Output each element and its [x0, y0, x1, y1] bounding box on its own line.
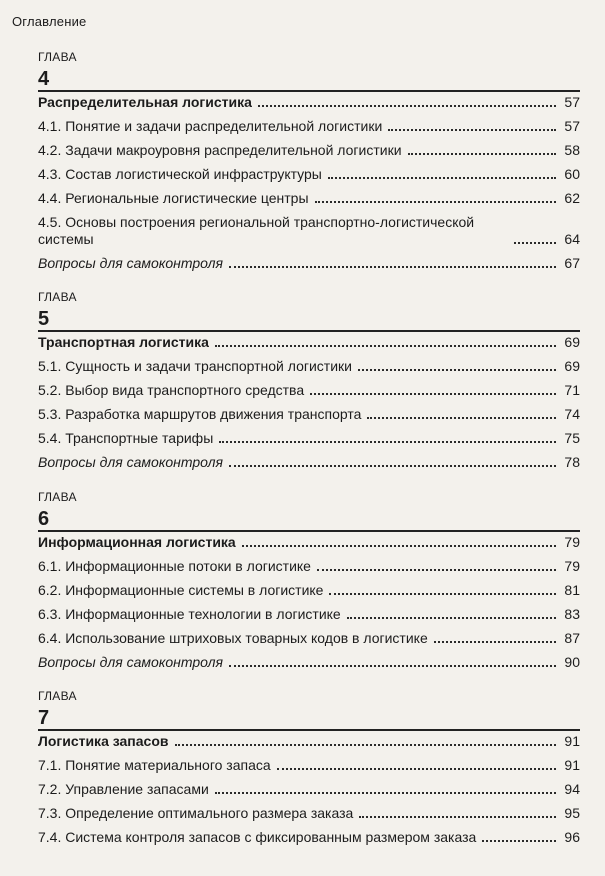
entry-page: 74: [564, 406, 580, 422]
entry-text: Распределительная логистика: [38, 94, 252, 110]
entry-page: 58: [564, 142, 580, 158]
entry-text: Информационная логистика: [38, 534, 236, 550]
entry-text: 6.2. Информационные системы в логистике: [38, 582, 324, 598]
entry-text: Транспортная логистика: [38, 334, 209, 350]
leader-dots: [514, 242, 556, 244]
entry-page: 81: [564, 582, 580, 598]
leader-dots: [315, 201, 556, 203]
leader-dots: [310, 393, 556, 395]
leader-dots: [359, 816, 556, 818]
entry-text: 7.1. Понятие материального запаса: [38, 757, 271, 773]
toc-entry[interactable]: [38, 406, 580, 423]
leader-dots: [215, 345, 556, 347]
entry-text: 6.4. Использование штриховых товарных кодов в логистике: [38, 630, 428, 646]
leader-dots: [408, 153, 556, 155]
toc-entry[interactable]: [38, 757, 580, 774]
entry-page: 96: [564, 829, 580, 845]
entry-text: Вопросы для самоконтроля: [38, 255, 224, 271]
leader-dots: [329, 593, 556, 595]
entry-page: 64: [564, 231, 580, 247]
leader-dots: [367, 417, 556, 419]
toc-entry[interactable]: [38, 190, 580, 207]
toc-entry[interactable]: [38, 214, 580, 248]
toc-entry[interactable]: [38, 805, 580, 822]
toc-entry[interactable]: [38, 454, 580, 471]
chapter-label: ГЛАВА: [38, 689, 77, 703]
chapter-rule: [38, 90, 580, 92]
chapter-number: 6: [38, 508, 50, 530]
entry-text: 5.1. Сущность и задачи транспортной логистики: [38, 358, 352, 374]
entry-text: Вопросы для самоконтроля: [38, 454, 224, 470]
leader-dots: [434, 641, 556, 643]
entry-page: 83: [564, 606, 580, 622]
entry-text: 7.3. Определение оптимального размера заказа: [38, 805, 354, 821]
toc-entry[interactable]: [38, 654, 580, 671]
toc-entry[interactable]: [38, 166, 580, 183]
leader-dots: [388, 129, 556, 131]
entry-text: Логистика запасов: [38, 733, 169, 749]
chapter-title[interactable]: [38, 733, 580, 750]
entry-page: 79: [564, 558, 580, 574]
entry-text: Вопросы для самоконтроля: [38, 654, 224, 670]
running-head: Оглавление: [12, 14, 87, 29]
entry-page: 57: [564, 94, 580, 110]
chapter-rule: [38, 729, 580, 731]
entry-text: 5.2. Выбор вида транспортного средства: [38, 382, 305, 398]
toc-entry[interactable]: [38, 829, 580, 846]
leader-dots: [229, 665, 556, 667]
entry-page: 60: [564, 166, 580, 182]
entry-page: 79: [564, 534, 580, 550]
entry-page: 62: [564, 190, 580, 206]
chapter-5: [38, 290, 580, 471]
leader-dots: [229, 266, 556, 268]
chapter-number: 5: [38, 308, 50, 330]
entry-text: 7.4. Система контроля запасов с фиксированным размером заказа: [38, 829, 477, 845]
chapter-4: [38, 50, 580, 272]
leader-dots: [328, 177, 556, 179]
leader-dots: [219, 441, 556, 443]
entry-page: 75: [564, 430, 580, 446]
entry-text: 4.1. Понятие и задачи распределительной логистики: [38, 118, 383, 134]
entry-text: 6.1. Информационные потоки в логистике: [38, 558, 311, 574]
entry-page: 91: [564, 757, 580, 773]
chapter-label: ГЛАВА: [38, 50, 77, 64]
toc-entry[interactable]: [38, 606, 580, 623]
chapter-rule: [38, 330, 580, 332]
entry-page: 57: [564, 118, 580, 134]
toc-entry[interactable]: [38, 142, 580, 159]
chapter-rule: [38, 530, 580, 532]
toc-entry[interactable]: [38, 582, 580, 599]
toc-entry[interactable]: [38, 558, 580, 575]
leader-dots: [242, 545, 556, 547]
chapter-label: ГЛАВА: [38, 490, 77, 504]
toc-entry[interactable]: [38, 382, 580, 399]
toc-entry[interactable]: [38, 630, 580, 647]
toc-entry[interactable]: [38, 781, 580, 798]
entry-page: 69: [564, 358, 580, 374]
chapter-title[interactable]: [38, 94, 580, 111]
toc-entry[interactable]: [38, 358, 580, 375]
leader-dots: [358, 369, 556, 371]
chapter-7: [38, 689, 580, 846]
entry-text: 4.5. Основы построения региональной транспортно-логистической системы: [38, 214, 475, 247]
chapter-title[interactable]: [38, 334, 580, 351]
chapter-6: [38, 490, 580, 671]
leader-dots: [175, 744, 557, 746]
entry-text: 5.4. Транспортные тарифы: [38, 430, 214, 446]
leader-dots: [229, 465, 556, 467]
entry-text: 6.3. Информационные технологии в логистике: [38, 606, 341, 622]
entry-page: 78: [564, 454, 580, 470]
toc-entry[interactable]: [38, 255, 580, 272]
chapter-label: ГЛАВА: [38, 290, 77, 304]
leader-dots: [317, 569, 556, 571]
entry-page: 91: [564, 733, 580, 749]
entry-text: 7.2. Управление запасами: [38, 781, 209, 797]
chapter-title[interactable]: [38, 534, 580, 551]
toc-entry[interactable]: [38, 118, 580, 135]
entry-page: 95: [564, 805, 580, 821]
entry-text: 4.3. Состав логистической инфраструктуры: [38, 166, 322, 182]
entry-text: 5.3. Разработка маршрутов движения транспорта: [38, 406, 362, 422]
leader-dots: [347, 617, 556, 619]
chapter-number: 4: [38, 68, 50, 90]
entry-page: 90: [564, 654, 580, 670]
entry-page: 87: [564, 630, 580, 646]
entry-text: 4.4. Региональные логистические центры: [38, 190, 309, 206]
entry-page: 67: [564, 255, 580, 271]
leader-dots: [258, 105, 556, 107]
leader-dots: [482, 840, 556, 842]
chapter-number: 7: [38, 707, 50, 729]
entry-page: 71: [564, 382, 580, 398]
toc-entry[interactable]: [38, 430, 580, 447]
entry-text: 4.2. Задачи макроуровня распределительной логистики: [38, 142, 402, 158]
leader-dots: [277, 768, 556, 770]
entry-page: 69: [564, 334, 580, 350]
entry-page: 94: [564, 781, 580, 797]
leader-dots: [215, 792, 556, 794]
